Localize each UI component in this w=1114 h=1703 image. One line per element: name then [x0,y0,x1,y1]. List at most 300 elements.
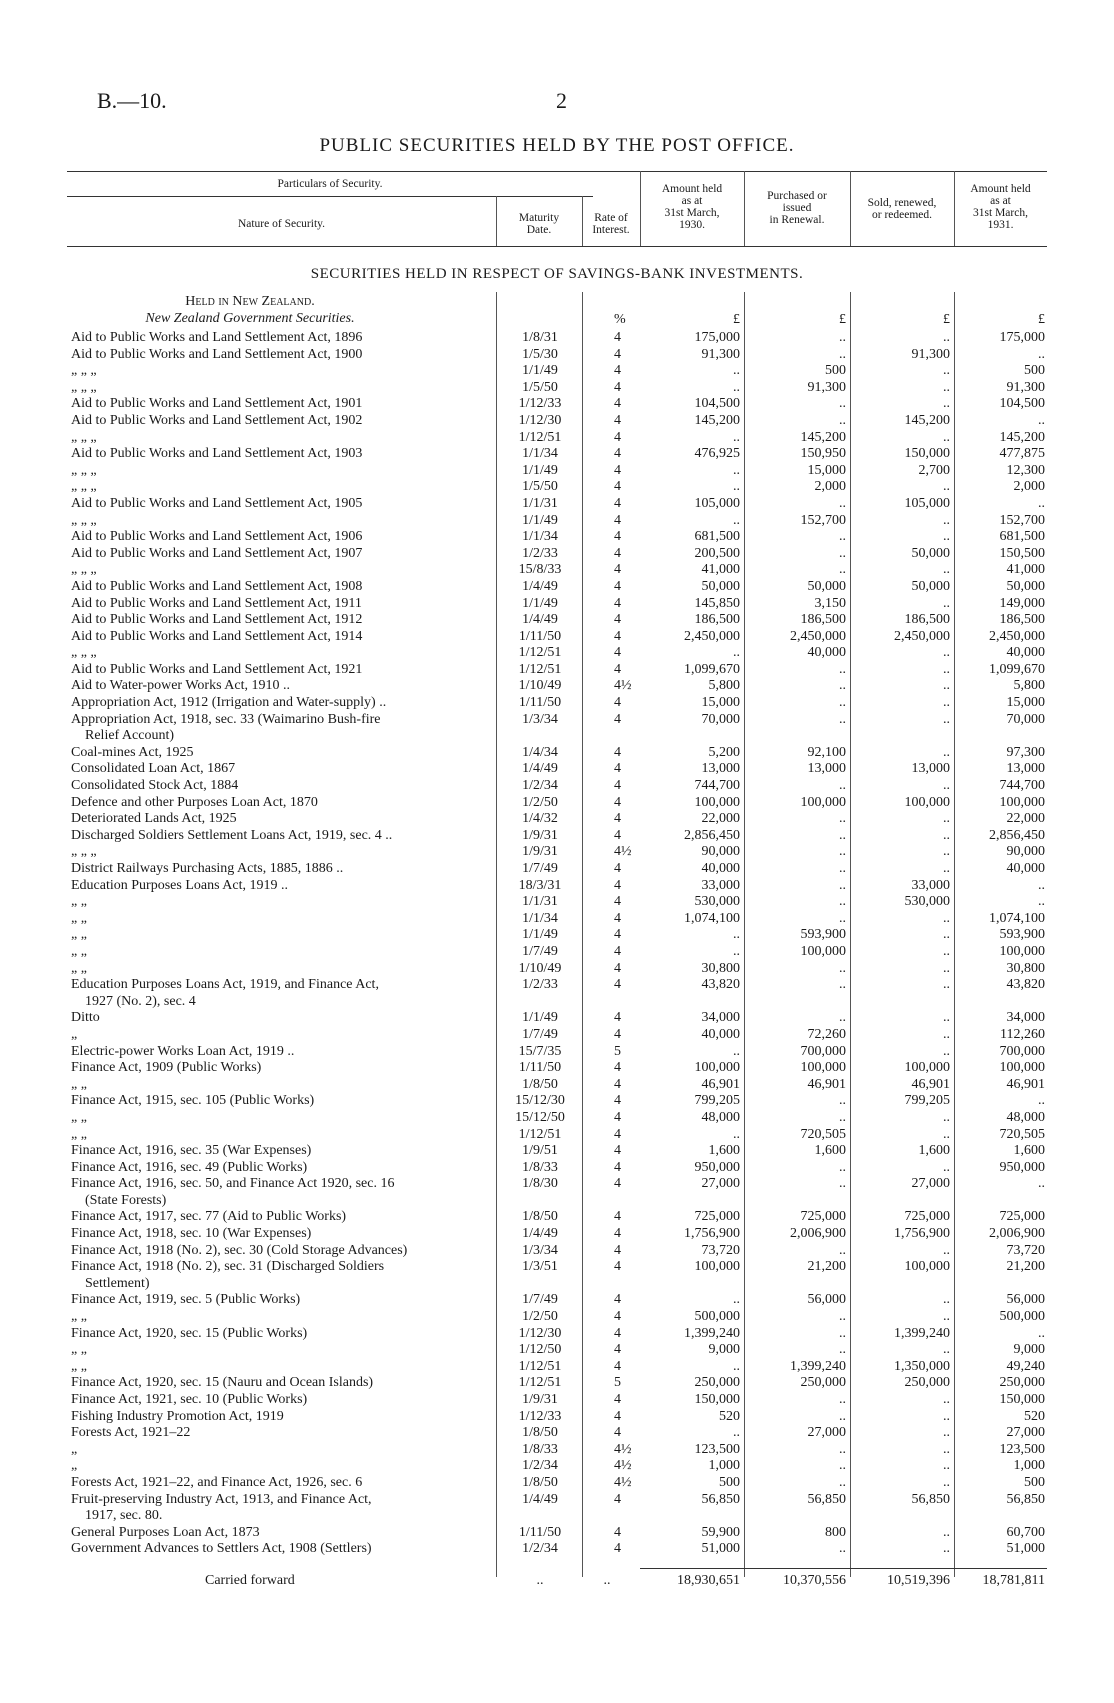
purchased: 15,000 [807,462,846,478]
purchased: 2,450,000 [790,628,846,644]
purchased: .. [839,1176,846,1192]
held-1930: .. [733,1043,740,1059]
table-row [0,828,1114,845]
interest-rate: 4 [614,910,621,926]
header-mid-rule [67,196,593,197]
interest-rate: 4 [614,1408,621,1424]
security-name: Electric-power Works Loan Act, 1919 .. [71,1043,295,1059]
purchased: 100,000 [800,794,846,810]
sold: 799,205 [904,1093,950,1109]
purchased: 21,200 [807,1259,846,1275]
held-1930: .. [733,479,740,495]
held-1931: .. [1038,894,1045,910]
interest-rate: 4 [614,761,621,777]
column-header-line: Interest. [592,224,630,236]
column-header-purchased [744,190,850,226]
held-1930: 5,800 [708,678,740,694]
table-row [0,811,1114,828]
page-number: 2 [556,88,567,113]
interest-rate: 4 [614,778,621,794]
table-row [0,363,1114,380]
purchased: .. [839,346,846,362]
sold: 1,350,000 [894,1358,950,1374]
interest-rate: 4 [614,794,621,810]
sold: .. [943,595,950,611]
held-1931: 1,099,670 [989,661,1045,677]
purchased: 13,000 [807,761,846,777]
held-1931: 500 [1024,1474,1045,1490]
held-1930: 1,000 [708,1458,740,1474]
sold: .. [943,479,950,495]
column-header-particulars: Particulars of Security. [277,178,383,190]
security-name: Consolidated Stock Act, 1884 [71,778,239,794]
table-row [0,612,1114,629]
held-1931: .. [1038,495,1045,511]
maturity-date: 1/5/30 [522,346,558,362]
security-name: Appropriation Act, 1912 (Irrigation and Water-supply) .. [71,695,387,711]
sold: .. [943,1026,950,1042]
purchased: 500 [825,363,846,379]
security-name: Forests Act, 1921–22, and Finance Act, 1926, sec. 6 [71,1474,363,1490]
carried-maturity: .. [536,1573,544,1588]
security-name: Aid to Public Works and Land Settlement Act, 1901 [71,396,363,412]
maturity-date: 15/7/35 [518,1043,562,1059]
purchased: .. [839,396,846,412]
total-rule [640,1568,1047,1569]
security-name: Finance Act, 1918 (No. 2), sec. 30 (Cold Storage Advances) [71,1242,408,1258]
maturity-date: 1/4/49 [522,761,558,777]
held-1930: .. [733,512,740,528]
sold: 2,450,000 [894,628,950,644]
table-row [0,347,1114,364]
held-1931: 60,700 [1006,1524,1045,1540]
purchased: .. [839,529,846,545]
purchased: .. [839,330,846,345]
security-name: „ „ [71,960,87,976]
purchased: .. [839,695,846,711]
purchased: .. [839,910,846,926]
maturity-date: 15/12/30 [515,1093,565,1109]
sold: .. [943,1126,950,1142]
interest-rate: 4 [614,927,621,943]
table-row [0,446,1114,463]
interest-rate: 4 [614,429,621,445]
table-row [0,944,1114,961]
maturity-date: 1/3/34 [522,1242,558,1258]
security-name: „ [71,1026,78,1042]
sold: .. [943,977,950,993]
held-1931: 40,000 [1006,645,1045,661]
security-name: „ „ „ [71,844,97,860]
held-1930: 13,000 [701,761,740,777]
interest-rate: 4 [614,1093,621,1109]
held-1930: 2,450,000 [684,628,740,644]
table-row [0,546,1114,563]
held-1931: 46,901 [1006,1076,1045,1092]
security-name: Aid to Public Works and Land Settlement Act, 1900 [71,346,363,362]
subheading-nz-government: New Zealand Government Securities. [145,311,355,326]
held-1931: 73,720 [1006,1242,1045,1258]
held-1930: 40,000 [701,861,740,876]
unit-c2: £ [839,312,846,327]
interest-rate: 4 [614,1524,621,1540]
purchased: 593,900 [800,927,846,943]
security-name: „ „ [71,894,87,910]
maturity-date: 1/1/49 [522,927,558,943]
purchased: .. [839,1325,846,1341]
held-1930: 40,000 [701,1026,740,1042]
interest-rate: 4 [614,1259,621,1275]
interest-rate: 4 [614,396,621,412]
column-header-sold [850,197,954,221]
table-row [0,1326,1114,1343]
table-row [0,861,1114,878]
security-name: Finance Act, 1917, sec. 77 (Aid to Public Works) [71,1209,347,1225]
table-row [0,529,1114,546]
security-name: Finance Act, 1909 (Public Works) [71,1060,262,1076]
purchased: .. [839,1010,846,1026]
maturity-date: 1/1/49 [522,462,558,478]
held-1931: 700,000 [999,1043,1045,1059]
unit-c4: £ [1038,312,1045,327]
interest-rate: 4 [614,495,621,511]
sold: .. [943,910,950,926]
maturity-date: 1/2/50 [522,794,558,810]
purchased: .. [839,661,846,677]
security-name: Aid to Public Works and Land Settlement Act, 1905 [71,495,363,511]
held-1931: 1,600 [1013,1143,1045,1159]
held-1931: 50,000 [1006,578,1045,594]
security-name: Finance Act, 1920, sec. 15 (Public Works) [71,1325,308,1341]
sold: .. [943,778,950,794]
interest-rate: 4 [614,545,621,561]
held-1931: 43,820 [1006,977,1045,993]
table-row [0,1508,1114,1525]
column-header-line: 1930. [679,219,705,231]
column-header-held-1931 [954,183,1047,231]
maturity-date: 1/4/49 [522,1491,558,1507]
sold: 50,000 [911,545,950,561]
security-name: Finance Act, 1921, sec. 10 (Public Works) [71,1392,308,1407]
security-name: Finance Act, 1916, sec. 49 (Public Works) [71,1159,308,1175]
purchased: 800 [825,1524,846,1540]
sold: .. [943,827,950,843]
sold: .. [943,678,950,694]
column-header-line: Amount held [661,183,723,195]
held-1930: 1,756,900 [684,1226,740,1242]
interest-rate: 4 [614,479,621,495]
purchased: .. [839,861,846,876]
sold: 56,850 [911,1491,950,1507]
held-1930: 681,500 [694,529,740,545]
interest-rate: 4 [614,512,621,528]
sold: .. [943,529,950,545]
security-name: Finance Act, 1916, sec. 35 (War Expenses) [71,1143,312,1159]
security-name: „ [71,1441,78,1457]
maturity-date: 1/8/50 [522,1209,558,1225]
sold: 105,000 [904,495,950,511]
security-name: (State Forests) [85,1192,167,1208]
held-1931: 22,000 [1006,811,1045,827]
maturity-date: 1/5/50 [522,479,558,495]
column-header-line: Sold, renewed, [867,197,937,209]
purchased: 100,000 [800,943,846,959]
carried-held-1930: 18,930,651 [677,1573,740,1588]
held-1930: 175,000 [694,330,740,345]
purchased: 72,260 [807,1026,846,1042]
sold: .. [943,661,950,677]
held-1931: 150,000 [999,1392,1045,1407]
purchased: .. [839,1242,846,1258]
held-1931: 97,300 [1006,744,1045,760]
table-row [0,1442,1114,1459]
held-1931: 21,200 [1006,1259,1045,1275]
maturity-date: 1/3/34 [522,711,558,727]
table-row [0,911,1114,928]
purchased: .. [839,1159,846,1175]
table-row [0,1243,1114,1260]
held-1930: 46,901 [701,1076,740,1092]
held-1930: 50,000 [701,578,740,594]
security-name: „ „ [71,1358,87,1374]
held-1931: 51,000 [1006,1541,1045,1557]
purchased: 720,505 [800,1126,846,1142]
held-1931: 56,850 [1006,1491,1045,1507]
held-1930: 90,000 [701,844,740,860]
held-1930: 5,200 [708,744,740,760]
interest-rate: 4 [614,1209,621,1225]
column-header-line: Maturity [518,212,560,224]
interest-rate: 4 [614,1126,621,1142]
table-row [0,844,1114,861]
purchased: 27,000 [807,1425,846,1441]
interest-rate: 4 [614,1491,621,1507]
interest-rate: 4 [614,894,621,910]
column-header-line: or redeemed. [871,209,933,221]
security-name: Aid to Public Works and Land Settlement Act, 1906 [71,529,363,545]
held-1930: 799,205 [694,1093,740,1109]
held-1931: .. [1038,1176,1045,1192]
security-name: Finance Act, 1920, sec. 15 (Nauru and Ocean Islands) [71,1375,374,1391]
security-name: Aid to Water-power Works Act, 1910 .. [71,678,290,694]
purchased: .. [839,778,846,794]
held-1930: 145,200 [694,412,740,428]
held-1930: 105,000 [694,495,740,511]
held-1931: 681,500 [999,529,1045,545]
held-1930: 70,000 [701,711,740,727]
units-row [0,312,1114,329]
interest-rate: 4 [614,827,621,843]
held-1931: 100,000 [999,943,1045,959]
maturity-date: 1/10/49 [518,960,562,976]
table-row [0,778,1114,795]
maturity-date: 1/2/33 [522,977,558,993]
held-1930: 15,000 [701,695,740,711]
interest-rate: 4 [614,811,621,827]
held-1931: 1,074,100 [989,910,1045,926]
held-1930: 1,600 [708,1143,740,1159]
section-title: SECURITIES HELD IN RESPECT OF SAVINGS-BANK INVESTMENTS. [310,266,804,282]
held-1930: 2,856,450 [684,827,740,843]
maturity-date: 1/4/34 [522,744,558,760]
table-row [0,1292,1114,1309]
security-name: Coal-mines Act, 1925 [71,744,194,760]
page-title: PUBLIC SECURITIES HELD BY THE POST OFFICE. [319,135,795,156]
purchased: 92,100 [807,744,846,760]
held-1931: 34,000 [1006,1010,1045,1026]
sold: .. [943,1010,950,1026]
purchased: 152,700 [800,512,846,528]
table-row [0,645,1114,662]
table-row [0,1458,1114,1475]
interest-rate: 4 [614,744,621,760]
held-1931: 744,700 [999,778,1045,794]
sold: 725,000 [904,1209,950,1225]
held-1931: 9,000 [1013,1342,1045,1358]
held-1931: 49,240 [1006,1358,1045,1374]
table-row [0,994,1114,1011]
held-1931: 15,000 [1006,695,1045,711]
held-1930: 33,000 [701,877,740,893]
maturity-date: 1/12/33 [518,1408,562,1424]
purchased: 91,300 [807,379,846,395]
held-1931: 2,856,450 [989,827,1045,843]
sold: .. [943,396,950,412]
interest-rate: 4 [614,1292,621,1308]
interest-rate: 5 [614,1375,621,1391]
interest-rate: 4 [614,1026,621,1042]
held-1930: 22,000 [701,811,740,827]
held-1931: 500 [1024,363,1045,379]
carried-forward-label: Carried forward [205,1573,295,1588]
purchased: .. [839,1408,846,1424]
security-name: „ „ „ [71,379,97,395]
held-1931: .. [1038,1093,1045,1109]
security-name: „ „ [71,1126,87,1142]
held-1930: .. [733,927,740,943]
column-header-line: Date. [526,224,552,236]
maturity-date: 1/1/49 [522,363,558,379]
table-row [0,745,1114,762]
carried-rate: .. [603,1573,611,1588]
interest-rate: 4 [614,645,621,661]
table-row [0,1392,1114,1409]
table-row [0,927,1114,944]
held-1930: 950,000 [694,1159,740,1175]
security-name: Forests Act, 1921–22 [71,1425,191,1441]
interest-rate: 4 [614,379,621,395]
maturity-date: 1/2/34 [522,1541,558,1557]
held-1930: 150,000 [694,1392,740,1407]
interest-rate: 4 [614,1076,621,1092]
table-row [0,330,1114,347]
table-row [0,1276,1114,1293]
interest-rate: 4 [614,1226,621,1242]
security-name: District Railways Purchasing Acts, 1885, 1886 .. [71,861,344,876]
security-name: Aid to Public Works and Land Settlement Act, 1896 [71,330,363,345]
maturity-date: 1/12/51 [518,1375,562,1391]
purchased: .. [839,1441,846,1457]
purchased: .. [839,877,846,893]
purchased: 700,000 [800,1043,846,1059]
interest-rate: 4 [614,562,621,578]
maturity-date: 1/1/31 [522,495,558,511]
maturity-date: 1/1/34 [522,446,558,462]
sold: 27,000 [911,1176,950,1192]
held-1930: .. [733,1292,740,1308]
held-1931: .. [1038,877,1045,893]
table-row [0,629,1114,646]
held-1930: 520 [719,1408,740,1424]
table-row [0,761,1114,778]
security-name: Finance Act, 1918 (No. 2), sec. 31 (Discharged Soldiers [71,1259,385,1275]
sold: 530,000 [904,894,950,910]
security-name: „ „ „ [71,462,97,478]
held-1930: .. [733,462,740,478]
held-1931: 950,000 [999,1159,1045,1175]
interest-rate: 4 [614,595,621,611]
held-1931: 12,300 [1006,462,1045,478]
sold: .. [943,645,950,661]
maturity-date: 1/2/50 [522,1309,558,1325]
sold: .. [943,811,950,827]
security-name: Aid to Public Works and Land Settlement Act, 1911 [71,595,362,611]
interest-rate: 4 [614,695,621,711]
column-header-line: Amount held [970,183,1031,195]
maturity-date: 1/12/30 [518,1325,562,1341]
maturity-date: 1/12/51 [518,1126,562,1142]
security-name: „ [71,1458,78,1474]
table-row [0,479,1114,496]
sold: .. [943,943,950,959]
purchased: 100,000 [800,1060,846,1076]
purchased: 56,000 [807,1292,846,1308]
sold: .. [943,1458,950,1474]
column-header-line: 31st March, [664,207,720,219]
held-1931: 123,500 [999,1441,1045,1457]
security-name: Deteriorated Lands Act, 1925 [71,811,237,827]
maturity-date: 1/12/51 [518,661,562,677]
table-row [0,1309,1114,1326]
sold: .. [943,1392,950,1407]
table-row [0,380,1114,397]
interest-rate: 4 [614,1242,621,1258]
security-name: Ditto [71,1010,100,1026]
interest-rate: 4 [614,446,621,462]
purchased: 3,150 [814,595,846,611]
held-1930: .. [733,379,740,395]
held-1931: 520 [1024,1408,1045,1424]
interest-rate: 4 [614,1109,621,1125]
security-name: „ „ „ [71,562,97,578]
sold: .. [943,1159,950,1175]
security-name: Relief Account) [85,728,175,744]
security-name: Government Advances to Settlers Act, 1908 (Settlers) [71,1541,372,1557]
purchased: 1,399,240 [790,1358,846,1374]
security-name: „ „ [71,1309,87,1325]
security-name: „ „ „ [71,363,97,379]
column-header-line: issued [782,202,812,214]
purchased: .. [839,894,846,910]
held-1931: 725,000 [999,1209,1045,1225]
table-row [0,662,1114,679]
maturity-date: 1/4/49 [522,578,558,594]
maturity-date: 18/3/31 [518,877,562,893]
table-row [0,463,1114,480]
table-row [0,1359,1114,1376]
held-1930: 59,900 [701,1524,740,1540]
maturity-date: 1/7/49 [522,861,558,876]
